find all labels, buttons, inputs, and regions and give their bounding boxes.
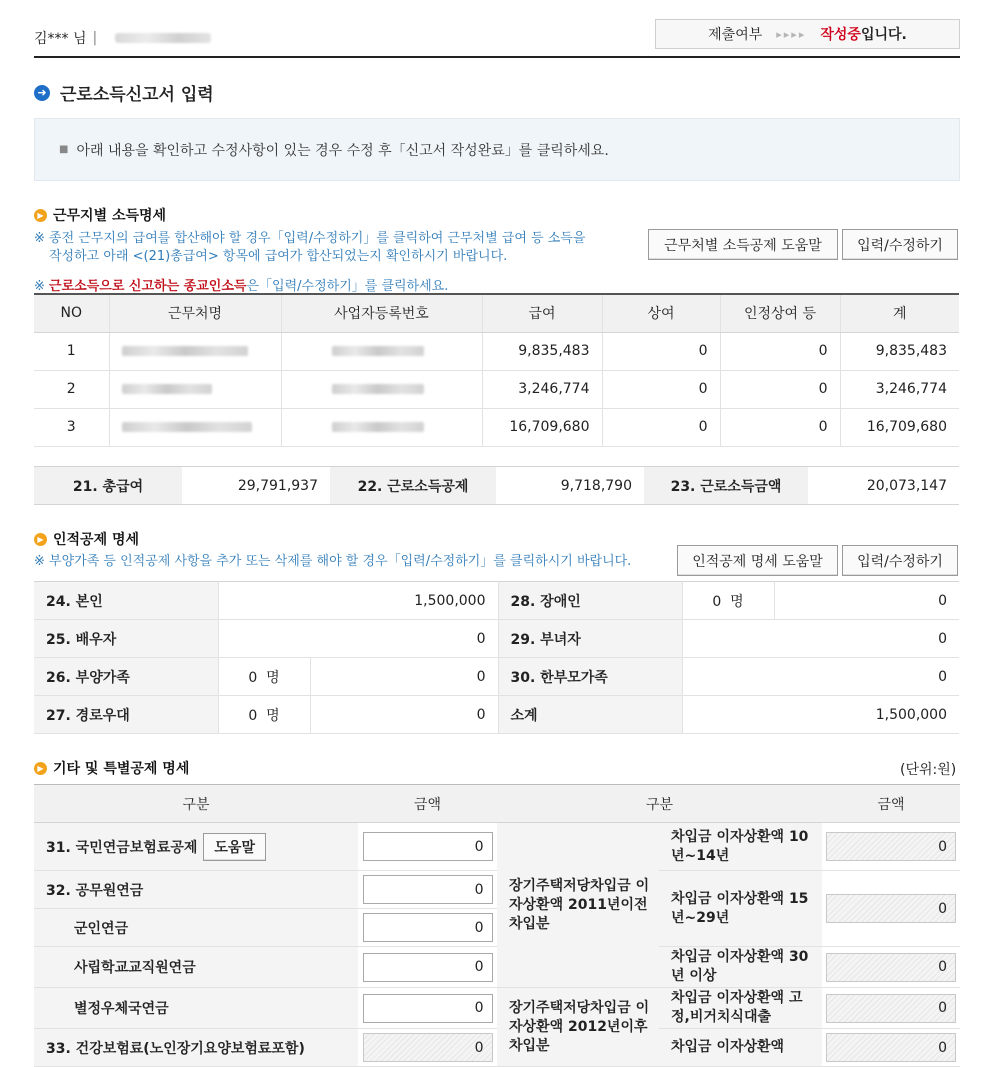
personal-help-button[interactable]: 인적공제 명세 도움말 xyxy=(677,545,838,576)
gross-salary-value: 29,791,937 xyxy=(237,477,318,494)
status-value: 작성중 xyxy=(820,27,861,43)
orange-bullet-icon: ▶ xyxy=(34,533,47,546)
business-number-masked xyxy=(281,408,482,446)
loan-item-input xyxy=(826,832,956,861)
women-label: 29. 부녀자 xyxy=(498,620,682,658)
special-deduction-table xyxy=(34,784,960,1067)
loan-item-input xyxy=(826,894,956,923)
income-table-header xyxy=(34,294,959,332)
religious-income-note xyxy=(34,275,448,294)
personal-note: ※ 부양가족 등 인적공제 사항을 추가 또는 삭제를 해야 할 경우「입력/수정하기」를 클릭하시기 바랍니다. xyxy=(34,554,632,569)
bonus-cell: 0 xyxy=(602,408,720,446)
col-business-number: 사업자등록번호 xyxy=(281,294,482,332)
women-value: 0 xyxy=(682,620,959,658)
status-label: 제출여부 xyxy=(708,27,763,43)
income-help-button[interactable]: 근무처별 소득공제 도움말 xyxy=(648,229,838,260)
arrows-icon: ▸▸▸▸ xyxy=(776,27,807,41)
national-pension-row xyxy=(34,823,358,871)
subtotal-value: 1,500,000 xyxy=(682,696,959,734)
table-row xyxy=(34,370,959,408)
elderly-label: 27. 경로우대 xyxy=(34,696,218,734)
col-amount-right: 금액 xyxy=(822,785,960,823)
public-pension-label: 32. 공무원연금 xyxy=(34,871,358,909)
salary-cell: 16,709,680 xyxy=(482,408,602,446)
recognized-bonus-cell: 0 xyxy=(720,332,840,370)
loan-item-label: 차입금 이자상환액 15년~29년 xyxy=(659,871,822,947)
post-office-pension-input[interactable] xyxy=(363,994,493,1023)
workplace-name-masked xyxy=(109,408,281,446)
health-insurance-label: 33. 건강보험료(노인장기요양보험료포함) xyxy=(34,1029,358,1067)
earned-income-deduction-value: 9,718,790 xyxy=(560,477,632,494)
col-no: NO xyxy=(34,294,109,332)
religious-income-text: 근로소득으로 신고하는 종교인소득 xyxy=(49,279,247,294)
national-pension-input[interactable] xyxy=(363,832,493,861)
military-pension-input[interactable] xyxy=(363,913,493,942)
orange-bullet-icon: ▶ xyxy=(34,762,47,775)
military-pension-cell xyxy=(358,909,497,947)
disabled-label: 28. 장애인 xyxy=(498,582,682,620)
recognized-bonus-cell: 0 xyxy=(720,370,840,408)
table-row xyxy=(34,332,959,370)
col-total: 계 xyxy=(840,294,959,332)
user-separator: | xyxy=(92,30,98,46)
housing-2011-label: 장기주택저당차입금 이자상환액 2011년이전 차입분 xyxy=(497,823,659,988)
col-salary: 급여 xyxy=(482,294,602,332)
military-pension-label: 군인연금 xyxy=(34,909,358,947)
gross-salary-label: 21. 총급여 xyxy=(34,467,182,505)
special-section-title xyxy=(34,758,189,778)
school-pension-input[interactable] xyxy=(363,953,493,982)
business-number-masked xyxy=(281,332,482,370)
loan-item-cell xyxy=(822,947,960,988)
public-pension-cell xyxy=(358,871,497,909)
elderly-value: 0 xyxy=(310,696,498,734)
personal-section-title xyxy=(34,529,139,549)
loan-item-cell xyxy=(822,871,960,947)
loan-item-cell xyxy=(822,1029,960,1067)
post-office-pension-cell xyxy=(358,988,497,1029)
notice-box xyxy=(34,118,960,181)
page-title-text: 근로소득신고서 입력 xyxy=(60,85,214,105)
self-label: 24. 본인 xyxy=(34,582,218,620)
total-cell: 9,835,483 xyxy=(840,332,959,370)
public-pension-input[interactable] xyxy=(363,875,493,904)
loan-item-input xyxy=(826,1033,956,1062)
earned-income-deduction-label: 22. 근로소득공제 xyxy=(330,467,496,505)
dependent-value: 0 xyxy=(310,658,498,696)
row-no: 1 xyxy=(34,332,109,370)
bonus-cell: 0 xyxy=(602,332,720,370)
housing-2012-label: 장기주택저당차입금 이자상환액 2012년이후 차입분 xyxy=(497,988,659,1067)
loan-item-input xyxy=(826,953,956,982)
income-table xyxy=(34,293,959,447)
workplace-name-masked xyxy=(109,332,281,370)
loan-item-input xyxy=(826,994,956,1023)
spouse-label: 25. 배우자 xyxy=(34,620,218,658)
page-title xyxy=(34,80,214,105)
earned-income-amount-label: 23. 근로소득금액 xyxy=(644,467,808,505)
income-edit-button[interactable]: 입력/수정하기 xyxy=(842,229,958,260)
bullet-icon: ■ xyxy=(59,144,69,155)
income-note-line2: 작성하고 아래 <(21)총급여> 항목에 급여가 합산되었는지 확인하시기 바랍니다. xyxy=(49,249,508,264)
total-cell: 3,246,774 xyxy=(840,370,959,408)
personal-title-text: 인적공제 명세 xyxy=(53,532,140,548)
elderly-count: 0 명 xyxy=(218,696,310,734)
health-insurance-input xyxy=(363,1033,493,1062)
post-office-pension-label: 별정우체국연금 xyxy=(34,988,358,1029)
loan-item-label: 차입금 이자상환액 10년~14년 xyxy=(659,823,822,871)
pension-help-button[interactable]: 도움말 xyxy=(203,833,266,861)
col-amount-left: 금액 xyxy=(358,785,497,823)
note-suffix: 은「입력/수정하기」를 클릭하세요. xyxy=(246,279,449,294)
income-title-text: 근무지별 소득명세 xyxy=(53,208,167,224)
spouse-value: 0 xyxy=(218,620,498,658)
personal-edit-button[interactable]: 입력/수정하기 xyxy=(842,545,958,576)
col-category-right: 구분 xyxy=(497,785,822,823)
unit-label: (단위:원) xyxy=(900,762,957,778)
total-cell: 16,709,680 xyxy=(840,408,959,446)
status-suffix: 입니다. xyxy=(860,27,907,43)
income-note-line1: ※ 종전 근무지의 급여를 합산해야 할 경우「입력/수정하기」를 클릭하여 근무처별 급여 등 소득을 xyxy=(34,231,586,246)
table-row xyxy=(34,408,959,446)
header-divider xyxy=(34,56,960,58)
health-insurance-cell xyxy=(358,1029,497,1067)
user-info xyxy=(34,28,211,48)
loan-item-label: 차입금 이자상환액 30년 이상 xyxy=(659,947,822,988)
school-pension-cell xyxy=(358,947,497,988)
workplace-name-masked xyxy=(109,370,281,408)
earned-income-amount-value: 20,073,147 xyxy=(866,477,947,494)
row-no: 2 xyxy=(34,370,109,408)
user-name: 김*** 님 xyxy=(34,31,87,47)
national-pension-cell xyxy=(358,823,497,871)
submission-status xyxy=(655,19,960,49)
disabled-count: 0 명 xyxy=(682,582,774,620)
single-parent-label: 30. 한부모가족 xyxy=(498,658,682,696)
subtotal-label: 소계 xyxy=(498,696,682,734)
personal-deduction-table xyxy=(34,581,959,734)
arrow-circle-icon: ➜ xyxy=(34,85,50,101)
loan-item-cell xyxy=(822,823,960,871)
col-category-left: 구분 xyxy=(34,785,358,823)
business-number-masked xyxy=(281,370,482,408)
masked-user-id xyxy=(115,33,211,43)
notice-text: 아래 내용을 확인하고 수정사항이 있는 경우 수정 후「신고서 작성완료」를 클릭하세요. xyxy=(76,142,609,159)
orange-bullet-icon: ▶ xyxy=(34,209,47,222)
national-pension-label: 31. 국민연금보험료공제 xyxy=(46,839,198,856)
salary-cell: 9,835,483 xyxy=(482,332,602,370)
totals-table xyxy=(34,466,959,505)
bonus-cell: 0 xyxy=(602,370,720,408)
disabled-value: 0 xyxy=(774,582,959,620)
special-title-text: 기타 및 특별공제 명세 xyxy=(53,761,190,777)
recognized-bonus-cell: 0 xyxy=(720,408,840,446)
income-section-title xyxy=(34,205,166,225)
salary-cell: 3,246,774 xyxy=(482,370,602,408)
income-note xyxy=(34,230,634,266)
loan-item-cell xyxy=(822,988,960,1029)
note-mark: ※ xyxy=(34,279,50,294)
dependent-count: 0 명 xyxy=(218,658,310,696)
dependent-label: 26. 부양가족 xyxy=(34,658,218,696)
loan-item-label: 차입금 이자상환액 고정,비거치식대출 xyxy=(659,988,822,1029)
col-recognized-bonus: 인정상여 등 xyxy=(720,294,840,332)
col-workplace: 근무처명 xyxy=(109,294,281,332)
row-no: 3 xyxy=(34,408,109,446)
col-bonus: 상여 xyxy=(602,294,720,332)
self-value: 1,500,000 xyxy=(218,582,498,620)
school-pension-label: 사립학교교직원연금 xyxy=(34,947,358,988)
loan-item-label: 차입금 이자상환액 xyxy=(659,1029,822,1067)
single-parent-value: 0 xyxy=(682,658,959,696)
